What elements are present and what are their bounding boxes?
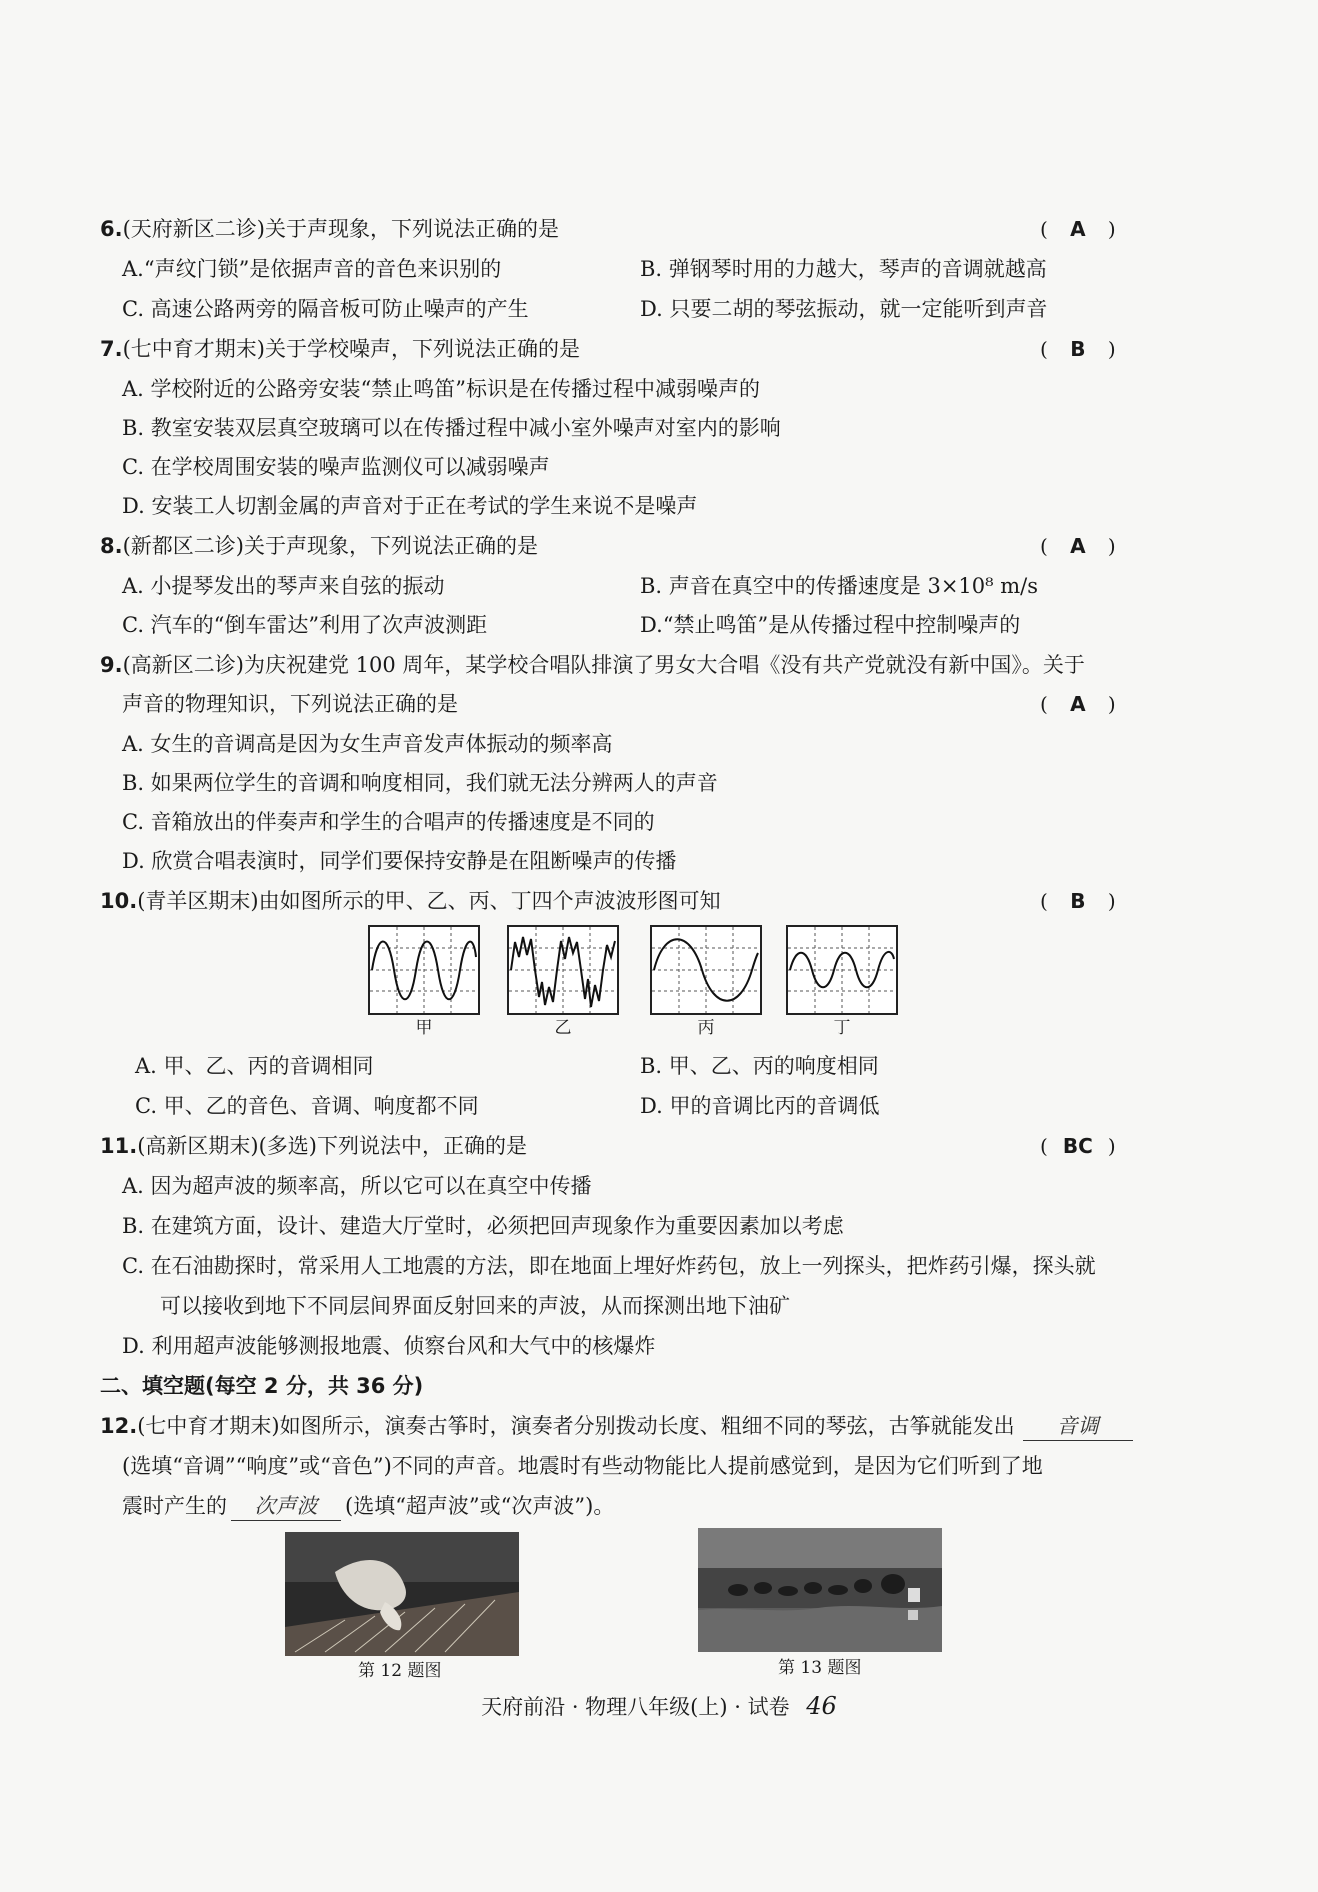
answer-10: ( B ) [1040,889,1116,913]
waveform-label: 乙 [554,1018,572,1038]
option: D. 只要二胡的琴弦振动，就一定能听到声音 [640,297,1048,321]
option: A. 甲、乙、丙的音调相同 [135,1054,374,1078]
answer-value: B [1070,889,1086,913]
answer-value: BC [1062,1134,1093,1158]
answer-value: B [1070,337,1086,361]
section-heading: 二、填空题(每空 2 分，共 36 分) [100,1374,424,1398]
question-number: 12. [100,1414,138,1438]
figure-caption-12: 第 12 题图 [358,1661,442,1681]
question-10 [100,887,721,915]
figure-caption-13: 第 13 题图 [778,1658,862,1678]
option: B. 教室安装双层真空玻璃可以在传播过程中减小室外噪声对室内的影响 [122,416,781,440]
question-number: 7. [100,337,123,361]
question-stem: (青羊区期末)由如图所示的甲、乙、丙、丁四个声波波形图可知 [137,889,721,913]
question-number: 6. [100,217,123,241]
option: A. 女生的音调高是因为女生声音发声体振动的频率高 [122,732,613,756]
option: D. 安装工人切割金属的声音对于正在考试的学生来说不是噪声 [122,494,698,518]
animals-photo [698,1528,942,1652]
option: B. 弹钢琴时用的力越大，琴声的音调就越高 [640,257,1047,281]
question-stem: (七中育才期末)关于学校噪声，下列说法正确的是 [122,337,580,361]
option: C. 甲、乙的音色、音调、响度都不同 [135,1094,479,1118]
option: D. 欣赏合唱表演时，同学们要保持安静是在阻断噪声的传播 [122,849,677,873]
answer-6: ( A ) [1040,217,1116,241]
question-9 [100,651,1085,679]
answer-7: ( B ) [1040,337,1116,361]
question-12 [100,1412,1133,1441]
answer-blank-1: 音调 [1023,1412,1133,1441]
answer-value: A [1070,217,1086,241]
option: C. 在学校周围安装的噪声监测仪可以减弱噪声 [122,455,550,479]
option: B. 在建筑方面，设计、建造大厅堂时，必须把回声现象作为重要因素加以考虑 [122,1214,844,1238]
question-number: 11. [100,1134,138,1158]
answer-9: ( A ) [1040,692,1116,716]
question-11 [100,1132,527,1160]
option: C. 高速公路两旁的隔音板可防止噪声的产生 [122,297,529,321]
waveform-yi [507,925,619,1015]
answer-value: A [1070,692,1086,716]
question-number: 9. [100,653,123,677]
waveform-jia [368,925,480,1015]
option: A. 学校附近的公路旁安装“禁止鸣笛”标识是在传播过程中减弱噪声的 [122,377,760,401]
waveform-label: 丙 [697,1018,715,1038]
text: (选填“超声波”或“次声波”)。 [345,1494,615,1518]
waveform-ding [786,925,898,1015]
option: D. 甲的音调比丙的音调低 [640,1094,880,1118]
question-6 [100,215,559,243]
question-number: 10. [100,889,138,913]
question-8 [100,532,538,560]
question-stem: (新都区二诊)关于声现象，下列说法正确的是 [122,534,538,558]
waveform-label: 丁 [833,1018,851,1038]
waveform-label: 甲 [415,1018,433,1038]
option: A.“声纹门锁”是依据声音的音色来识别的 [122,257,502,281]
option: C. 汽车的“倒车雷达”利用了次声波测距 [122,613,488,637]
question-7 [100,335,580,363]
answer-value: A [1070,534,1086,558]
question-stem: (天府新区二诊)关于声现象，下列说法正确的是 [122,217,559,241]
footer-title: 天府前沿 · 物理八年级(上) · 试卷 [481,1695,790,1719]
option: D. 利用超声波能够测报地震、侦察台风和大气中的核爆炸 [122,1334,656,1358]
question-stem: (高新区期末)(多选)下列说法中，正确的是 [137,1134,527,1158]
option: A. 因为超声波的频率高，所以它可以在真空中传播 [122,1174,592,1198]
option: B. 声音在真空中的传播速度是 3×10⁸ m/s [640,574,1038,598]
option: C. 音箱放出的伴奏声和学生的合唱声的传播速度是不同的 [122,810,655,834]
question-stem: (七中育才期末)如图所示，演奏古筝时，演奏者分别拨动长度、粗细不同的琴弦，古筝就能发出 [137,1414,1015,1438]
question-stem-cont [122,1492,614,1521]
text: 震时产生的 [122,1494,227,1518]
question-number: 8. [100,534,123,558]
question-stem: (高新区二诊)为庆祝建党 100 周年，某学校合唱队排演了男女大合唱《没有共产党就没有新中国》。关于 [122,653,1085,677]
answer-blank-2: 次声波 [231,1492,341,1521]
answer-11: ( BC ) [1040,1134,1116,1158]
option: B. 如果两位学生的音调和响度相同，我们就无法分辨两人的声音 [122,771,718,795]
waveform-bing [650,925,762,1015]
option: A. 小提琴发出的琴声来自弦的振动 [122,574,445,598]
option: B. 甲、乙、丙的响度相同 [640,1054,879,1078]
question-stem-cont: 声音的物理知识，下列说法正确的是 [122,692,458,716]
page-number: 46 [806,1692,837,1720]
option-cont: 可以接收到地下不同层间界面反射回来的声波，从而探测出地下油矿 [160,1294,790,1318]
option: D.“禁止鸣笛”是从传播过程中控制噪声的 [640,613,1021,637]
question-stem-cont: (选填“音调”“响度”或“音色”)不同的声音。地震时有些动物能比人提前感觉到，是因为它们听到了地 [122,1454,1043,1478]
page-footer [0,1692,1318,1721]
guzheng-photo [285,1532,519,1656]
answer-8: ( A ) [1040,534,1116,558]
option: C. 在石油勘探时，常采用人工地震的方法，即在地面上埋好炸药包，放上一列探头，把炸药引爆，探头就 [122,1254,1096,1278]
